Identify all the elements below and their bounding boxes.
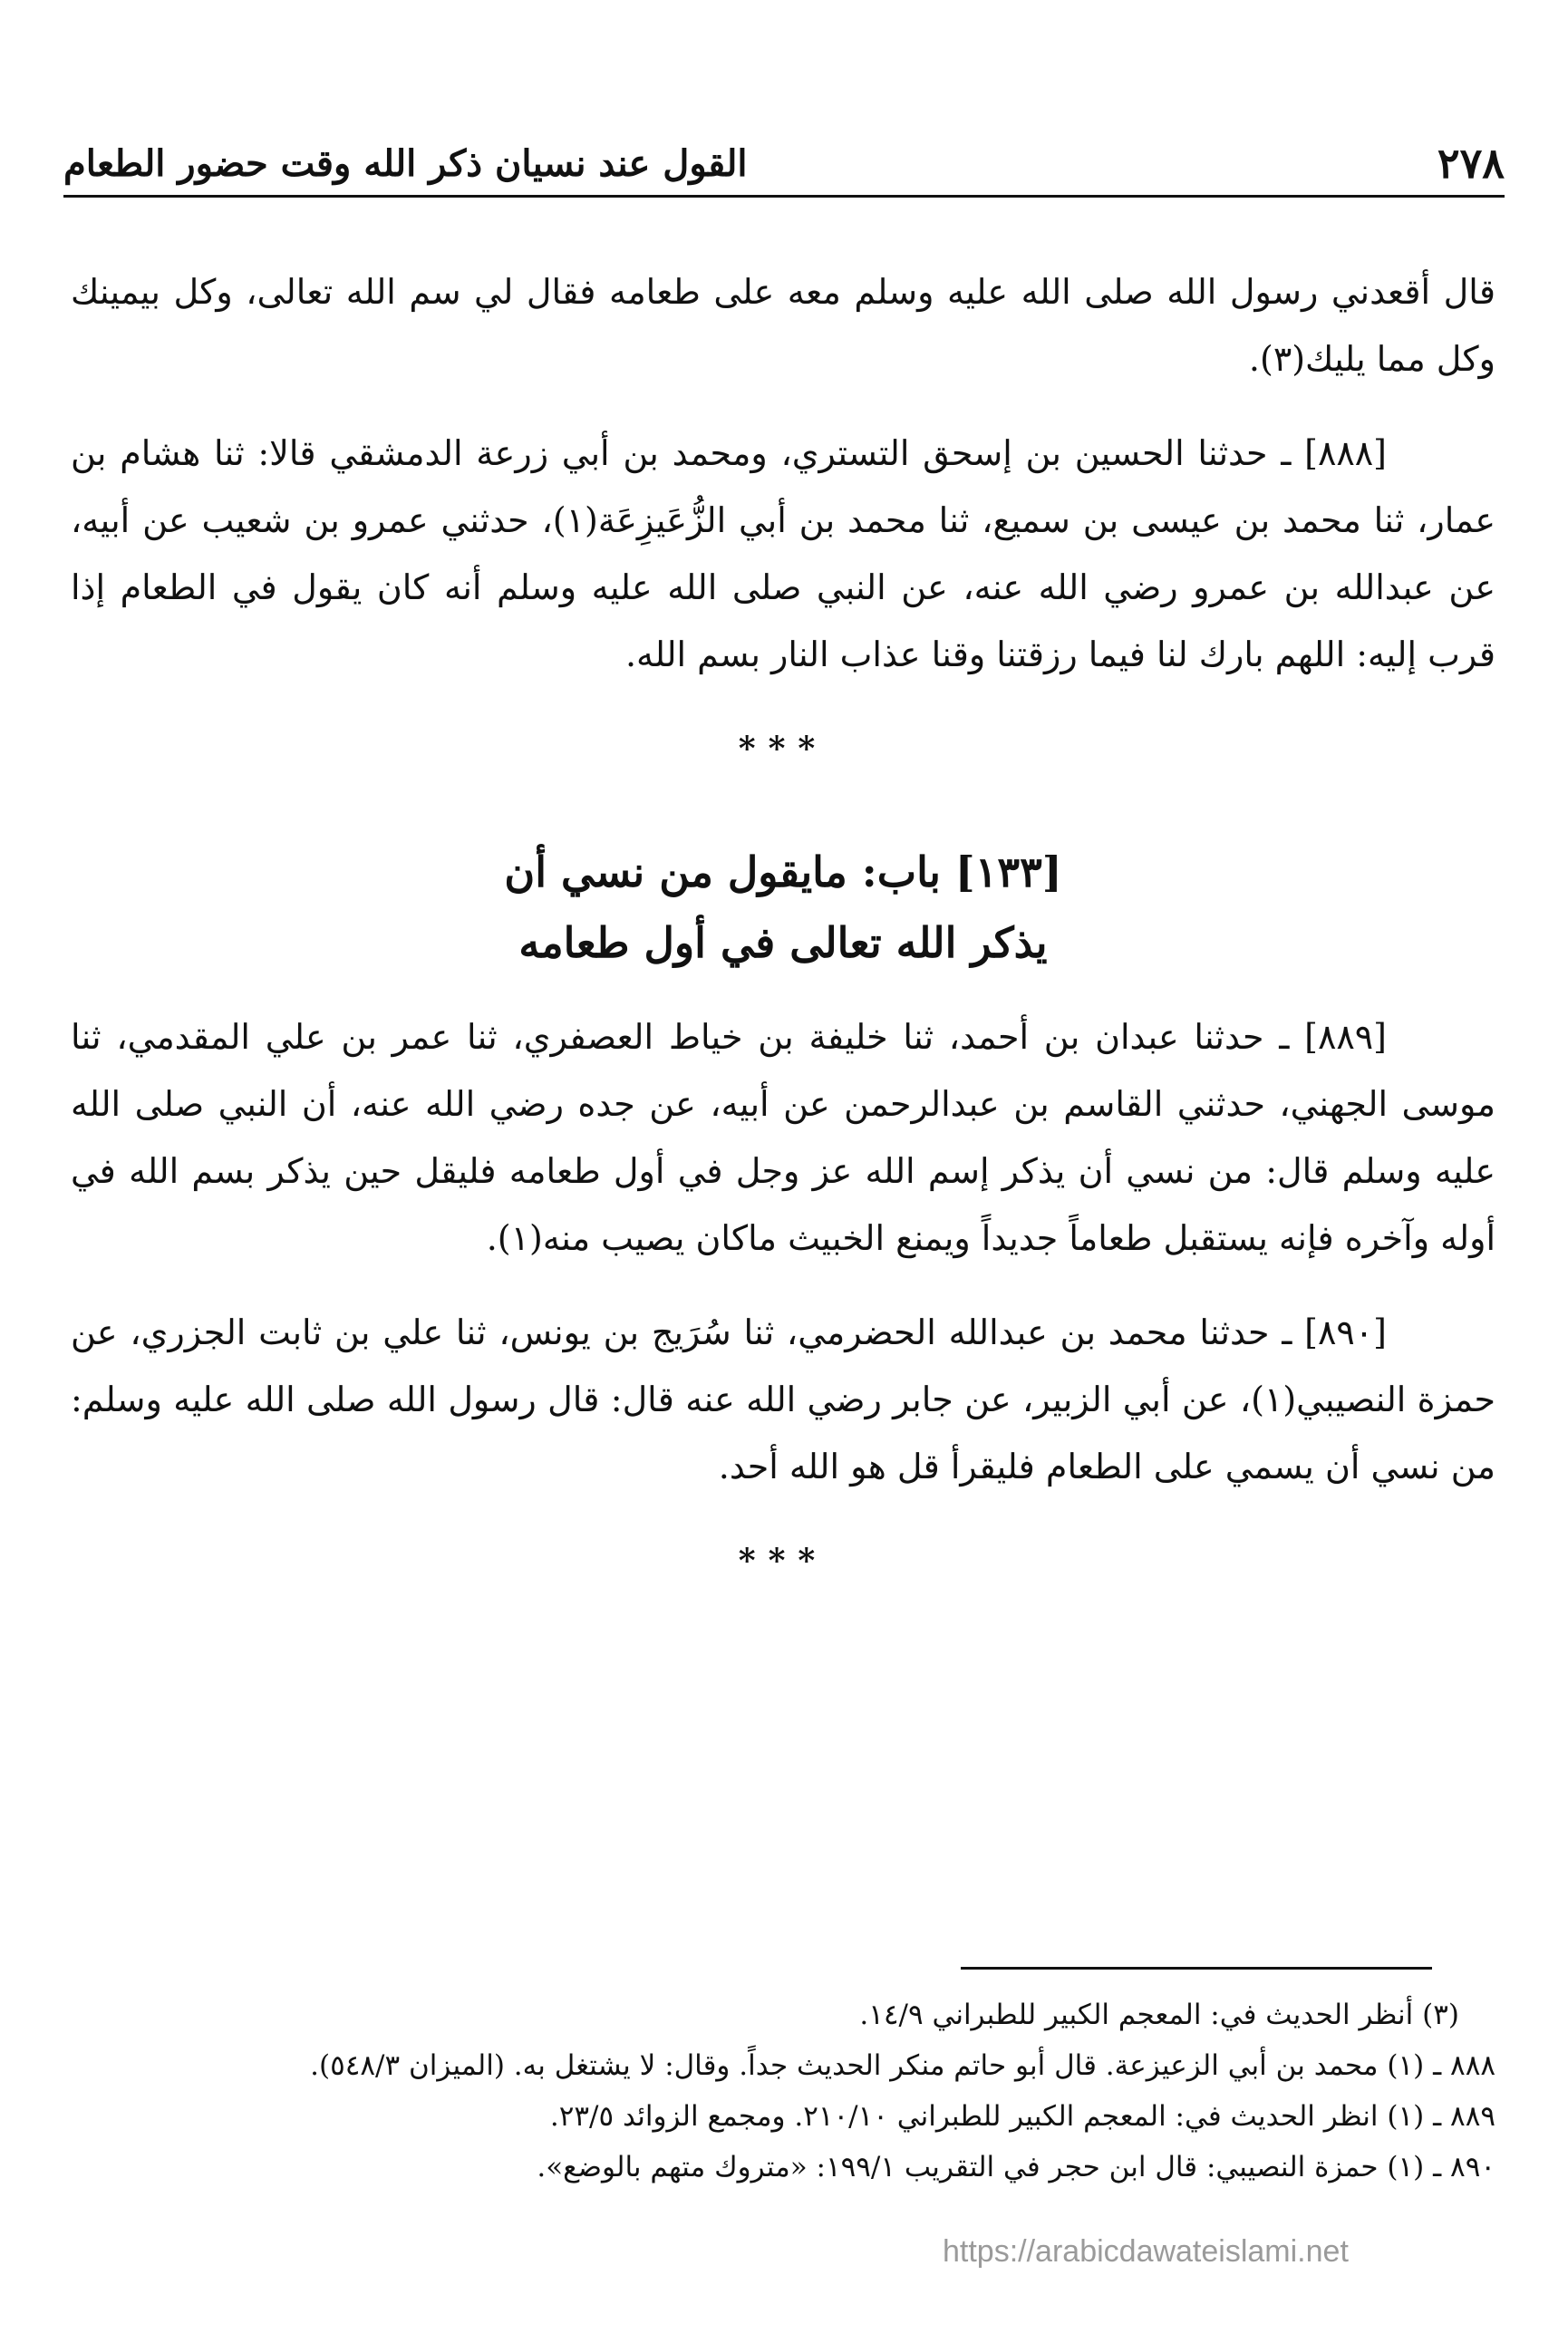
section-divider: ***: [738, 730, 828, 768]
footnote-3: (٣) أنظر الحديث في: المعجم الكبير للطبراني ١٤/٩.: [859, 1999, 1459, 2031]
footnote-889: ٨٨٩ ـ (١) انظر الحديث في: المعجم الكبير للطبراني ٢١٠/١٠. ومجمع الزوائد ٢٣/٥.: [549, 2100, 1495, 2133]
header-rule: [63, 195, 1505, 198]
paragraph-continuation: قال أقعدني رسول الله صلى الله عليه وسلم معه على طعامه فقال لي سم الله تعالى، وكل بيمينك وكل مما يليك(٣).: [71, 272, 1495, 379]
page-number: ٢٧٨: [1437, 139, 1505, 188]
hadith-889: [٨٨٩] ـ حدثنا عبدان بن أحمد، ثنا خليفة بن خياط العصفري، ثنا عمر بن علي المقدمي، ثنا موسى الجهني، حدثني القاسم بن عبدالرحمن عن أبيه، عن جده رضي الله عنه، أن النبي صلى الله عليه وسلم قال: من نسي أن يذكر إسم الله عز وجل في أول طعامه فليقل حين يذكر بسم الله في أوله وآخره فإنه يستقبل طعاماً جديداً ويمنع الخبيث ماكان يصيب منه(١).: [71, 1017, 1495, 1258]
chapter-heading-line-1: [١٣٣] باب: مايقول من نسي أن: [504, 847, 1062, 896]
chapter-heading: [71, 837, 1495, 978]
hadith-888: [٨٨٨] ـ حدثنا الحسين بن إسحق التستري، ومحمد بن أبي زرعة الدمشقي قالا: ثنا هشام بن عمار، ثنا محمد بن عيسى بن سميع، ثنا محمد بن أبي الزُّعَيزِعَة(١)، حدثني عمرو بن شعيب عن أبيه، عن عبدالله بن عمرو رضي الله عنه، عن النبي صلى الله عليه وسلم أنه كان يقول في الطعام إذا قرب إليه: اللهم بارك لنا فيما رزقتنا وقنا عذاب النار بسم الله.: [71, 433, 1495, 674]
hadith-890: [٨٩٠] ـ حدثنا محمد بن عبدالله الحضرمي، ثنا سُرَيج بن يونس، ثنا علي بن ثابت الجزري، عن حمزة النصيبي(١)، عن أبي الزبير، عن جابر رضي الله عنه قال: قال رسول الله صلى الله عليه وسلم: من نسي أن يسمي على الطعام فليقرأ قل هو الله أحد.: [71, 1312, 1495, 1486]
chapter-heading-line-2: يذكر الله تعالى في أول طعامه: [518, 918, 1048, 967]
footnote-890: ٨٩٠ ـ (١) حمزة النصيبي: قال ابن حجر في التقريب ١٩٩/١: «متروك متهم بالوضع».: [537, 2151, 1495, 2183]
watermark-url: https://arabicdawateislami.net: [943, 2234, 1349, 2269]
footnote-888: ٨٨٨ ـ (١) محمد بن أبي الزعيزعة. قال أبو حاتم منكر الحديث جداً. وقال: لا يشتغل به. (الميزان ٥٤٨/٣).: [310, 2049, 1495, 2082]
running-title: القول عند نسيان ذكر الله وقت حضور الطعام: [63, 141, 748, 185]
page-header: [63, 127, 1505, 199]
footnote-rule: [961, 1967, 1432, 1970]
section-divider-end: ***: [738, 1542, 828, 1580]
main-text: [71, 258, 1495, 1649]
footnotes: [71, 1990, 1495, 2193]
